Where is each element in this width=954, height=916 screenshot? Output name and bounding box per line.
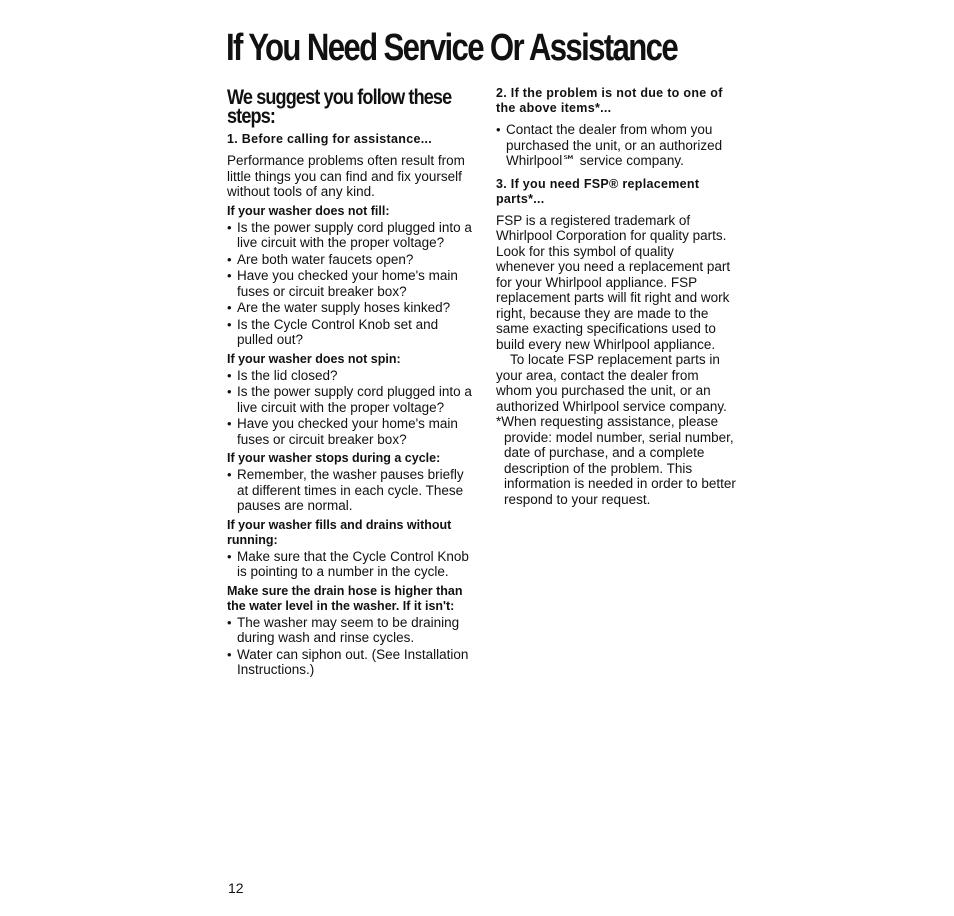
step-3-heading: 3. If you need FSP® replacement parts*... [496, 176, 700, 206]
list-item: • Is the Cycle Control Knob set and pulled out? [227, 317, 472, 348]
list-item: • Make sure that the Cycle Control Knob is pointing to a number in the cycle. [227, 549, 472, 580]
footnote: *When requesting assistance, please provide: model number, serial number, date of purchase, and a complete description of the problem. This information is needed in order to better respond to your request. [496, 414, 736, 507]
left-column [227, 88, 472, 680]
list-item: • Are the water supply hoses kinked? [227, 300, 472, 316]
intro-paragraph: Performance problems often result from little things you can find and fix yourself without tools of any kind. [227, 153, 465, 199]
bullet-list [227, 549, 472, 580]
section-subtitle: We suggest you follow these steps: [227, 86, 452, 128]
fsp-paragraph: FSP is a registered trademark of Whirlpool Corporation for quality parts. Look for this symbol of quality whenever you need a replacement part for your Whirlpool appliance. FSP replacement parts will fit right and work right, because they are made to the same exacting specifications used to build every new Whirlpool appliance. [496, 212, 731, 352]
list-item: • Remember, the washer pauses briefly at different times in each cycle. These pauses are normal. [227, 467, 472, 514]
page-number: 12 [228, 880, 244, 896]
step-1-heading: 1. Before calling for assistance... [227, 132, 433, 146]
list-item: • Have you checked your home's main fuses or circuit breaker box? [227, 268, 472, 299]
list-item: • Is the lid closed? [227, 368, 472, 384]
bullet-list [496, 122, 736, 169]
step-2-heading: 2. If the problem is not due to one of the above items*... [496, 86, 723, 115]
section-heading: If your washer does not fill: [227, 203, 390, 218]
bullet-list [227, 220, 472, 348]
section-not-fill [227, 204, 472, 348]
section-heading: If your washer does not spin: [227, 351, 401, 366]
page-title: If You Need Service Or Assistance [226, 27, 678, 69]
bullet-list [227, 615, 472, 678]
list-item: • Are both water faucets open? [227, 252, 472, 268]
section-stops-during-cycle [227, 451, 472, 514]
section-heading: If your washer fills and drains without running: [227, 517, 452, 547]
section-heading: Make sure the drain hose is higher than the water level in the washer. If it isn't: [227, 583, 463, 613]
section-heading: If your washer stops during a cycle: [227, 451, 441, 465]
list-item: • Water can siphon out. (See Installation Instructions.) [227, 647, 472, 678]
bullet-list [227, 368, 472, 448]
list-item: • Contact the dealer from whom you purchased the unit, or an authorized Whirlpool℠ service company. [496, 122, 736, 169]
right-column [496, 86, 736, 507]
bullet-list [227, 467, 472, 514]
section-not-spin [227, 352, 472, 448]
list-item: • Is the power supply cord plugged into a live circuit with the proper voltage? [227, 384, 472, 415]
list-item: • The washer may seem to be draining during wash and rinse cycles. [227, 615, 472, 646]
section-drain-hose [227, 584, 472, 678]
section-fills-drains [227, 518, 472, 580]
list-item: • Have you checked your home's main fuses or circuit breaker box? [227, 416, 472, 447]
locate-paragraph: To locate FSP replacement parts in your area, contact the dealer from whom you purchased the unit, or an authorized Whirlpool service company. [496, 352, 727, 414]
list-item: • Is the power supply cord plugged into a live circuit with the proper voltage? [227, 220, 472, 251]
